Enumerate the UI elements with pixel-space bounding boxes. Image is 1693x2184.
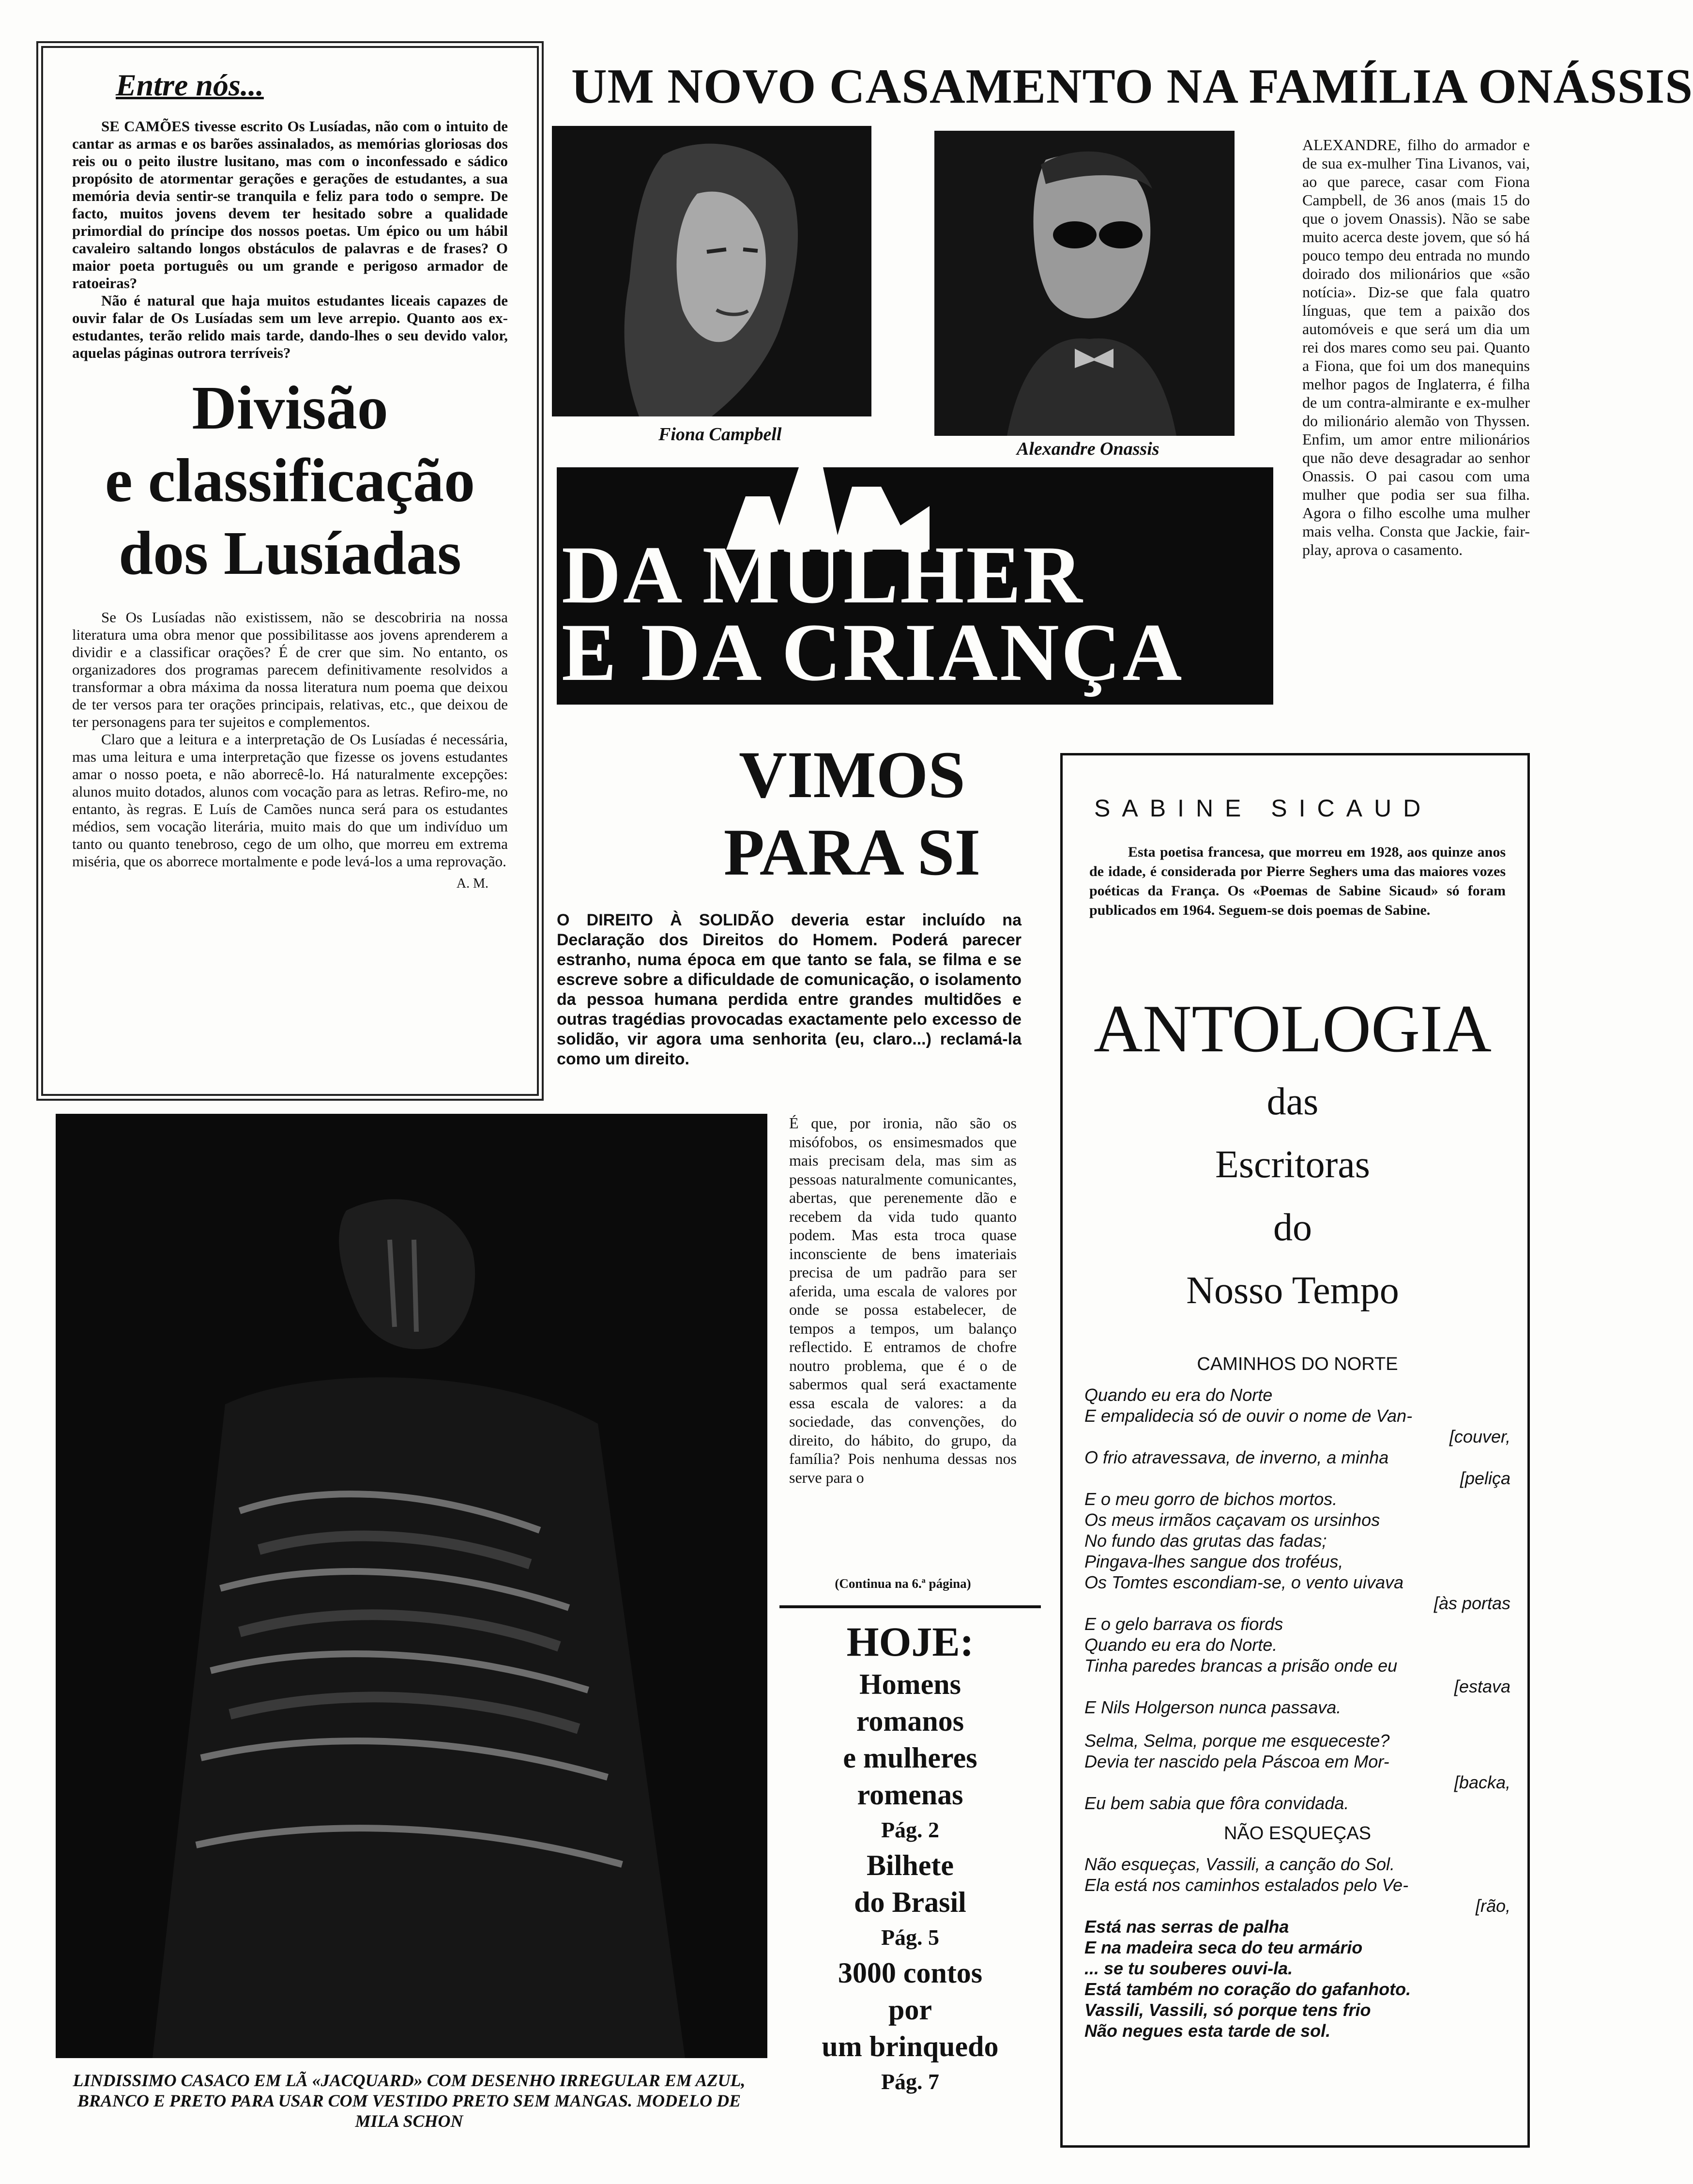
hoje-item-line: romenas bbox=[857, 1779, 963, 1811]
antologia-title bbox=[1065, 988, 1520, 1322]
vimos-lead-text: O DIREITO À SOLIDÃO deveria estar incluído na Declaração dos Direitos do Homem. Poderá parecer estranho, numa época em que tanto se fala, se filma e se escreve sobre a dificuldade de comunicação, o isolamento da pessoa humana perdida entre grandes multidões e outras tragédias provocadas exactamente pelo excesso de solidão, vir agora uma senhorita (eu, claro...) reclamá-la como um direito. bbox=[557, 911, 1022, 1068]
poem-line: E o gelo barrava os fiords bbox=[1084, 1614, 1283, 1634]
hoje-item-page: Pág. 7 bbox=[881, 2069, 940, 2094]
photo-caption: LINDISSIMO CASACO EM LÃ «JACQUARD» COM DESENHO IRREGULAR EM AZUL, BRANCO E PRETO PARA USAR COM VESTIDO PRETO SEM MANGAS. MODELO DE MILA SCHON bbox=[73, 2071, 746, 2131]
hoje-item-line: um brinquedo bbox=[822, 2030, 999, 2062]
fiona-campbell-photo bbox=[552, 126, 871, 416]
poem-line: E Nils Holgerson nunca passava. bbox=[1084, 1697, 1342, 1717]
author-signature: A. M. bbox=[456, 876, 488, 891]
vimos-title-line: PARA SI bbox=[723, 815, 981, 889]
hoje-item-line: e mulheres bbox=[843, 1742, 977, 1774]
hoje-item-line: romanos bbox=[856, 1705, 964, 1737]
poems bbox=[1084, 1351, 1510, 2041]
sabine-intro bbox=[1089, 843, 1506, 920]
portrait-illustration bbox=[934, 131, 1235, 436]
poem-line: Ela está nos caminhos estalados pelo Ve- bbox=[1084, 1875, 1409, 1895]
poem-line: Os meus irmãos caçavam os ursinhos bbox=[1084, 1510, 1380, 1530]
hoje-item-page: Pág. 2 bbox=[881, 1817, 940, 1842]
hoje-item-line: Bilhete bbox=[867, 1849, 954, 1881]
antologia-line: Escritoras bbox=[1215, 1143, 1370, 1186]
poem-line: Não esqueças, Vassili, a canção do Sol. bbox=[1084, 1854, 1395, 1874]
coat-photo bbox=[56, 1114, 767, 2058]
hoje-item[interactable] bbox=[775, 1666, 1046, 1847]
continua-note: (Continua na 6.ª página) bbox=[835, 1576, 971, 1591]
poem-line: Está também no coração do gafanhoto. bbox=[1084, 1979, 1411, 1999]
poem-body bbox=[1084, 1384, 1510, 1814]
poem-line: [couver, bbox=[1449, 1427, 1510, 1446]
alexandre-article: ALEXANDRE, filho do armador e de sua ex-mulher Tina Livanos, vai, ao que parece, casar com Fiona Campbell, de 36 anos (mais 15 do que o jovem Onassis). Não se sabe muito acerca deste jovem, que só há pouco tempo deu entrada no mundo doirado dos milionários que «são notícia». Diz-se que fala quatro línguas, que tem a paixão dos automóveis e que será um dia um rei dos mares como seu pai. Quanto a Fiona, que foi um dos manequins melhor pagos de Inglaterra, é filha de um contra-almirante e ex-mulher do milionário alemão von Thyssen. Enfim, um amor entre milionários que não deve desagradar ao senhor Onassis. O pai casou com uma mulher que podia ser sua filha. Agora o filho escolhe uma mulher mais velha. Consta que Jackie, fair-play, aprova o casamento. bbox=[1302, 136, 1530, 558]
poem-stanza-gap bbox=[1084, 1718, 1510, 1730]
fiona-caption: Fiona Campbell bbox=[658, 424, 782, 445]
divisao-title-line: e classificação bbox=[105, 446, 475, 515]
antologia-line: do bbox=[1273, 1206, 1312, 1249]
poem-title: CAMINHOS DO NORTE bbox=[1197, 1354, 1398, 1374]
vimos-body: É que, por ironia, não são os misófobos, os ensimesmados que mais precisam dela, mas sim as pessoas naturalmente comunicantes, abertas, que perenemente dão e recebem da vida tudo quanto podem. Mas esta troca quase inconsciente de bens imateriais precisa de um padrão para ser aferida, uma escala de valores por onde se possa estabelecer, de tempos a tempos, um balanço reflectido. E entramos de chofre noutro problema, que é o de sabermos qual será exactamente essa escala de valores: a da sociedade, das convenções, do direito, do hábito, do grupo, da família? Pois nenhuma dessas nos serve para o bbox=[789, 1114, 1017, 1486]
poem-line: E empalidecia só de ouvir o nome de Van- bbox=[1084, 1406, 1413, 1426]
divisao-title-line: Divisão bbox=[192, 373, 388, 442]
antologia-line: ANTOLOGIA bbox=[1094, 991, 1492, 1066]
coat-illustration bbox=[56, 1114, 767, 2058]
poem-line: E o meu gorro de bichos mortos. bbox=[1084, 1489, 1338, 1509]
poem-line: Pingava-lhes sangue dos troféus, bbox=[1084, 1552, 1343, 1571]
poem-line: Vassili, Vassili, só porque tens frio bbox=[1084, 2000, 1371, 2020]
sabine-intro-text: Esta poetisa francesa, que morreu em 1928, aos quinze anos de idade, é considerada por Pierre Seghers uma das maiores vozes poéticas da França. Os «Poemas de Sabine Sicaud» só foram publicados em 1964. Seguem-se dois poemas de Sabine. bbox=[1089, 844, 1506, 918]
poem-line: Tinha paredes brancas a prisão onde eu bbox=[1084, 1656, 1398, 1676]
hoje-item[interactable] bbox=[775, 1954, 1046, 2099]
antologia-line: das bbox=[1266, 1080, 1319, 1123]
poem-body bbox=[1084, 1854, 1510, 2041]
entre-nos-paragraph: SE CAMÕES tivesse escrito Os Lusíadas, não com o intuito de cantar as armas e os barões assinalados, as memórias gloriosas dos reis ou o peito ilustre lusitano, mas com o inconfessado e sádico propósito de atormentar gerações e gerações de estudantes, a sua memória devia sentir-se tranquila e feliz para todo o sempre. De facto, muitos jovens devem ter hesitado sobre a qualidade primordial do príncipe dos nossos poetas. Um épico ou um hábil cavaleiro saltando longos obstáculos de palavras e de frases? O maior poeta português ou um grande e perigoso armador de ratoeiras? bbox=[72, 118, 508, 292]
poem-line: Selma, Selma, porque me esqueceste? bbox=[1084, 1731, 1390, 1751]
entre-nos-box bbox=[41, 46, 539, 1096]
poem-title: NÃO ESQUEÇAS bbox=[1223, 1823, 1372, 1844]
poem-line: No fundo das grutas das fadas; bbox=[1084, 1531, 1327, 1551]
entre-nos-body bbox=[72, 118, 508, 362]
hoje-title: HOJE: bbox=[846, 1618, 974, 1665]
divisao-title-line: dos Lusíadas bbox=[119, 519, 461, 587]
headline: UM NOVO CASAMENTO NA FAMÍLIA ONÁSSIS bbox=[571, 59, 1693, 114]
poem-line: [rão, bbox=[1475, 1896, 1510, 1916]
poem-line: [estava bbox=[1454, 1676, 1510, 1696]
divisao-paragraph: Claro que a leitura e a interpretação de Os Lusíadas é necessária, mas uma leitura e uma interpretação que fizesse os jovens estudantes amar o nosso poeta, e não aborrecê-lo. Há naturalmente excepções: alunos muito dotados, alunos com vocação para as letras. Refiro-me, no entanto, às regras. E Luís de Camões nunca será para os estudantes médios, sem vocação literária, muito mais do que um indivíduo um tanto ou quanto tenebroso, cego de um olho, que morreu em extrema miséria, que os aborrece mortalmente e pode levá-los a uma reprovação. bbox=[72, 731, 508, 870]
divisao-paragraph: Se Os Lusíadas não existissem, não se descobriria na nossa literatura uma obra menor que possibilitasse aos jovens aprenderem a dividir e a classificar orações? É de crer que sim. No entanto, os organizadores dos programas parecem definitivamente resolvidos a transformar a obra máxima da nossa literatura num poema que deixou de ter versos para ter orações principais, relativas, etc., que deixou de ter personagens para ter sujeitos e complementos. bbox=[72, 609, 508, 730]
poem-line: Quando eu era do Norte bbox=[1084, 1385, 1273, 1405]
poem-line: Eu bem sabia que fôra convidada. bbox=[1084, 1793, 1349, 1813]
entre-nos-paragraph: Não é natural que haja muitos estudantes liceais capazes de ouvir falar de Os Lusíadas sem um leve arrepio. Quanto aos ex-estudantes, terão relido mais tarde, dando-lhes o seu devido valor, aquelas páginas outrora terríveis? bbox=[72, 292, 508, 361]
poem-line: Devia ter nascido pela Páscoa em Mor- bbox=[1084, 1752, 1389, 1771]
vimos-title-line: VIMOS bbox=[739, 738, 965, 812]
hoje-item[interactable] bbox=[775, 1847, 1046, 1954]
poem-line: [peliça bbox=[1460, 1468, 1510, 1488]
divisao-body bbox=[72, 609, 508, 870]
poem-line: Não negues esta tarde de sol. bbox=[1084, 2021, 1331, 2041]
banner-line-2: E DA CRIANÇA bbox=[562, 607, 1184, 698]
alexandre-caption: Alexandre Onassis bbox=[1017, 439, 1159, 459]
alexandre-onassis-photo bbox=[934, 131, 1235, 436]
hoje-item-page: Pág. 5 bbox=[881, 1925, 940, 1950]
poem-line: ... se tu souberes ouvi-la. bbox=[1084, 1958, 1293, 1978]
poem-line: Está nas serras de palha bbox=[1084, 1917, 1289, 1937]
poem-line: [backa, bbox=[1454, 1772, 1510, 1792]
hoje-item-line: Homens bbox=[859, 1668, 961, 1700]
portrait-illustration bbox=[552, 126, 871, 416]
hoje-index bbox=[775, 1617, 1046, 2099]
antologia-line: Nosso Tempo bbox=[1186, 1269, 1399, 1312]
hoje-item-line: 3000 contos bbox=[838, 1957, 983, 1989]
sabine-name: SABINE SICAUD bbox=[1094, 795, 1433, 822]
poem-line: Quando eu era do Norte. bbox=[1084, 1635, 1278, 1655]
vimos-lead bbox=[557, 910, 1022, 1069]
hoje-item-line: do Brasil bbox=[854, 1886, 966, 1918]
poem-line: E na madeira seca do teu armário bbox=[1084, 1938, 1363, 1957]
poem-line: Os Tomtes escondiam-se, o vento uivava bbox=[1084, 1572, 1403, 1592]
vimos-title bbox=[562, 736, 1143, 891]
poem-line: O frio atravessava, de inverno, a minha bbox=[1084, 1447, 1389, 1467]
section-banner bbox=[557, 467, 1273, 705]
divisao-title bbox=[72, 371, 508, 589]
divider bbox=[779, 1605, 1041, 1608]
hoje-item-line: por bbox=[888, 1994, 932, 2026]
banner-line-1: DA MULHER bbox=[562, 529, 1084, 620]
entre-nos-title: Entre nós... bbox=[116, 68, 264, 102]
poem-line: [às portas bbox=[1434, 1593, 1510, 1613]
